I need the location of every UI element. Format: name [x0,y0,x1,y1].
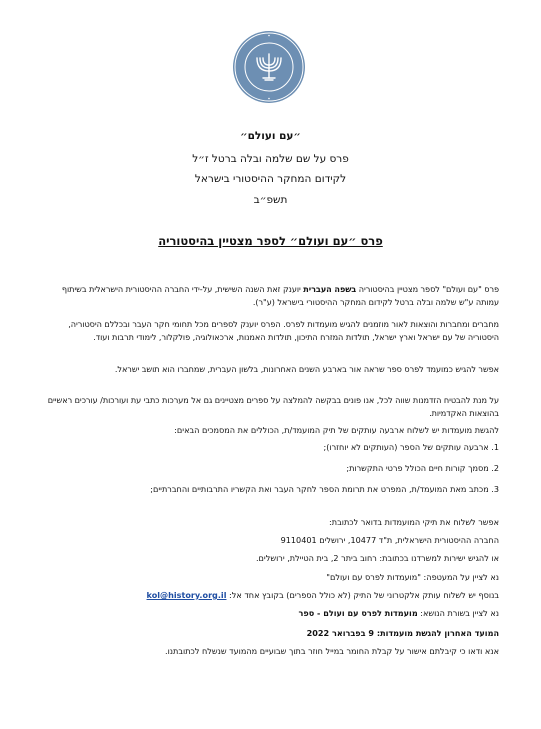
prize-dedication: פרס על שם שלמה ובלה ברטל ז״ל [192,153,349,165]
list-item: 2. מסמך קורות חיים הכולל פרטי התקשרות; [346,463,499,473]
deadline: המועד האחרון להגשת מועמדות: 9 בפברואר 2022 [306,628,499,638]
prize-purpose: לקידום המחקר ההיסטורי בישראל [194,173,347,185]
page-title: פרס ״עם ועולם״ לספר מצטיין בהיסטוריה [158,234,383,248]
office-address: או להגיש ישירות למשרדנו בכתובת: רחוב ביתר 2, בית הטיילת, ירושלים. [255,553,499,563]
email-instructions [44,589,499,601]
paragraph-recommendations: על מנת להבטיח הזדמנות שווה לכל, אנו פונים בבקשה להמלצה על ספרים מצטיינים גם אל מערכות כתבי עת ועורכות/ עורכים ראשיים בהוצאות האקדמיות. [47,395,499,418]
submission-instructions: להגשת מועמדות יש לשלוח ארבעה עותקים של תיק המועמד/ת, הכוללים את המסמכים הבאים: [174,425,499,435]
intro-text-end: יוענק זאת השנה השישית, על-ידי החברה ההיסטורית הישראלית בשיתוף עמותה ע"ש שלמה ובלה ברטל לקידום המחקר ההיסטורי בישראל (ע"ר). [61,284,499,307]
society-seal-logo [232,30,306,104]
subject-line-text: נא לציין בשורת הנושא: [417,608,499,618]
paragraph-intro [44,283,499,308]
subject-line-value: מועמדות לפרס עם ועולם - ספר [298,608,418,618]
paragraph-eligibility: מחברים ומחברות והוצאות לאור מוזמנים להגיש מועמדות לפרס. הפרס יוענק לספרים מכל תחומי חקר העבר ובכללם היסטוריה, היסטוריה של עם ישראל וארץ ישראל, תולדות המזרח התיכון, תולדות האמנות, ארכאולוגיה, פולקלור, לימודי תרבות ועוד. [68,319,499,342]
list-item: 1. ארבעה עותקים של הספר (העותקים לא יוחזרו); [323,442,499,452]
intro-text-bold: בשפה העברית [303,284,357,294]
intro-text-start: פרס "עם ועולם" לספר מצטיין בהיסטוריה [356,284,499,294]
mail-intro: אפשר לשלוח את תיקי המועמדות בדואר לכתובת: [329,517,499,527]
subject-line-note [44,607,499,619]
confirmation-note: אנא ודאו כי קיבלתם אישור על קבלת החומר במייל חוזר בתוך שבועיים מהמועד שנשלח לכתובתנו. [165,646,499,656]
prize-name: ״עם ועולם״ [240,130,301,142]
postal-address: החברה ההיסטורית הישראלית, ת"ד 10477, ירושלים 9110401 [280,535,499,545]
envelope-note: נא לציין על המעטפה: "מועמדות לפרס עם ועולם" [326,572,499,582]
email-link[interactable]: kol@history.org.il [146,590,227,600]
prize-year: תשפ״ב [253,194,288,206]
email-instructions-text: בנוסף יש לשלוח עותק אלקטרוני של התיק (לא כולל הספרים) בקובץ אחד אל: [226,590,499,600]
list-item: 3. מכתב מאת המועמד/ת, המפרט את תרומת הספר לחקר העבר ואת הקשריו התרבותיים והחברתיים; [150,484,499,494]
paragraph-criteria: אפשר להגיש כמועמד לפרס ספר שראה אור בארבע השנים האחרונות, בלשון העברית, שמחברו הוא תושב ישראל. [114,364,499,374]
